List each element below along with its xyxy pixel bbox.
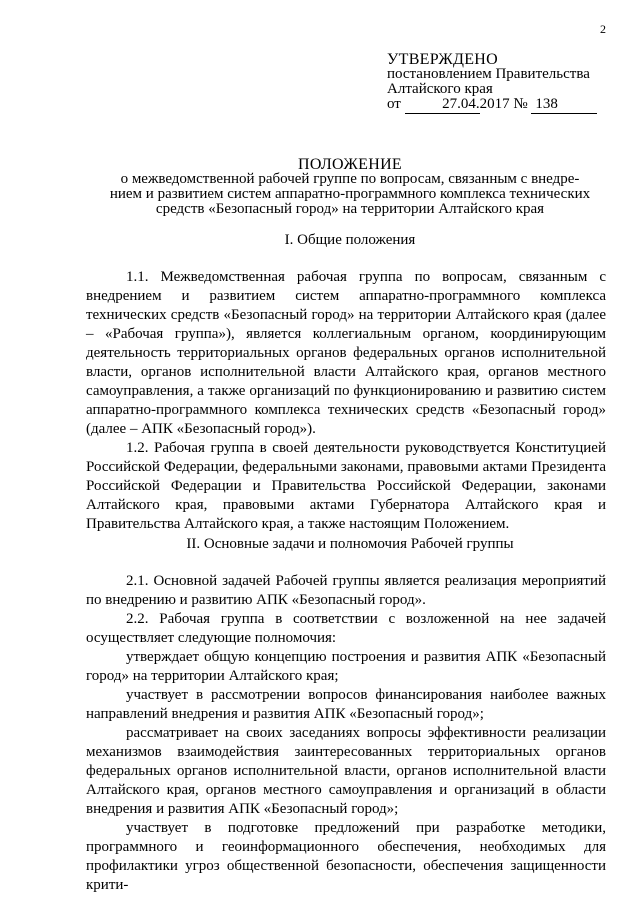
document-title-block: [100, 157, 600, 217]
approval-date: 27.04.: [405, 99, 480, 114]
paragraph-2-4: участвует в рассмотрении вопросов финансирования наиболее важных направлений внедрения и развития АПК «Безопасный город»;: [86, 687, 606, 722]
document-subtitle-line-3: средств «Безопасный город» на территории Алтайского края: [155, 201, 545, 217]
approval-year: 2017 №: [479, 96, 528, 112]
approval-number: 138: [531, 99, 597, 114]
document-title: ПОЛОЖЕНИЕ: [297, 156, 402, 173]
page-number: 2: [600, 22, 606, 36]
document-subtitle-line-2: нием и развитием систем аппаратно-программного комплекса технических: [109, 186, 591, 202]
paragraph-2-3: утверждает общую концепцию построения и развития АПК «Безопасный город» на территории Алтайского края;: [86, 649, 606, 684]
section-2-body: [86, 572, 606, 895]
paragraph-1-2: 1.2. Рабочая группа в своей деятельности руководствуется Конституцией Российской Федерации, федеральными законами, правовыми актами Президента Российской Федерации и Правительства Российской Федерации, законами Алтайского края, правовыми актами Губернатора Алтайского края и Правительства Алтайского края, а также настоящим Положением.: [86, 440, 606, 532]
section-1-body: [86, 268, 606, 534]
paragraph-2-6: участвует в подготовке предложений при разработке методики, программного и геоинформационного обеспечения, необходимых для профилактики угроз общественной безопасности, обеспечения защищенности крити-: [86, 820, 606, 893]
approval-date-line: [387, 97, 617, 114]
paragraph-1-1: 1.1. Межведомственная рабочая группа по вопросам, связанным с внедрением и развитием систем аппаратно-программного комплекса технических средств «Безопасный город» на территории Алтайского края (далее – «Рабочая группа»), является коллегиальным органом, координирующим деятельность территориальных органов федеральных органов исполнительной власти, органов исполнительной власти Алтайского края, органов местного самоуправления, а также организаций по функционированию и развитию систем аппаратно-программного комплекса технических средств «Безопасный город» (далее – АПК «Безопасный город»).: [86, 269, 606, 437]
section-2-heading: II. Основные задачи и полномочия Рабочей группы: [186, 536, 514, 552]
approval-stamp: [387, 52, 617, 114]
section-1-heading: I. Общие положения: [284, 232, 416, 248]
paragraph-2-1: 2.1. Основной задачей Рабочей группы является реализация мероприятий по внедрению и развитию АПК «Безопасный город».: [86, 573, 606, 608]
approval-heading: УТВЕРЖДЕНО: [387, 51, 499, 68]
paragraph-2-5: рассматривает на своих заседаниях вопросы эффективности реализации механизмов взаимодействия заинтересованных территориальных органов федеральных органов исполнительной власти, органов исполнительной власти Алтайского края, органов местного самоуправления и организаций в области внедрения и развития АПК «Безопасный город»;: [86, 725, 606, 817]
approval-line-1: постановлением Правительства: [387, 66, 590, 82]
paragraph-2-2: 2.2. Рабочая группа в соответствии с возложенной на нее задачей осуществляет следующие полномочия:: [86, 611, 606, 646]
approval-line-2: Алтайского края: [387, 81, 493, 97]
document-subtitle-line-1: о межведомственной рабочей группе по вопросам, связанным с внедре-: [120, 171, 580, 187]
approval-date-prefix: от: [387, 96, 401, 112]
